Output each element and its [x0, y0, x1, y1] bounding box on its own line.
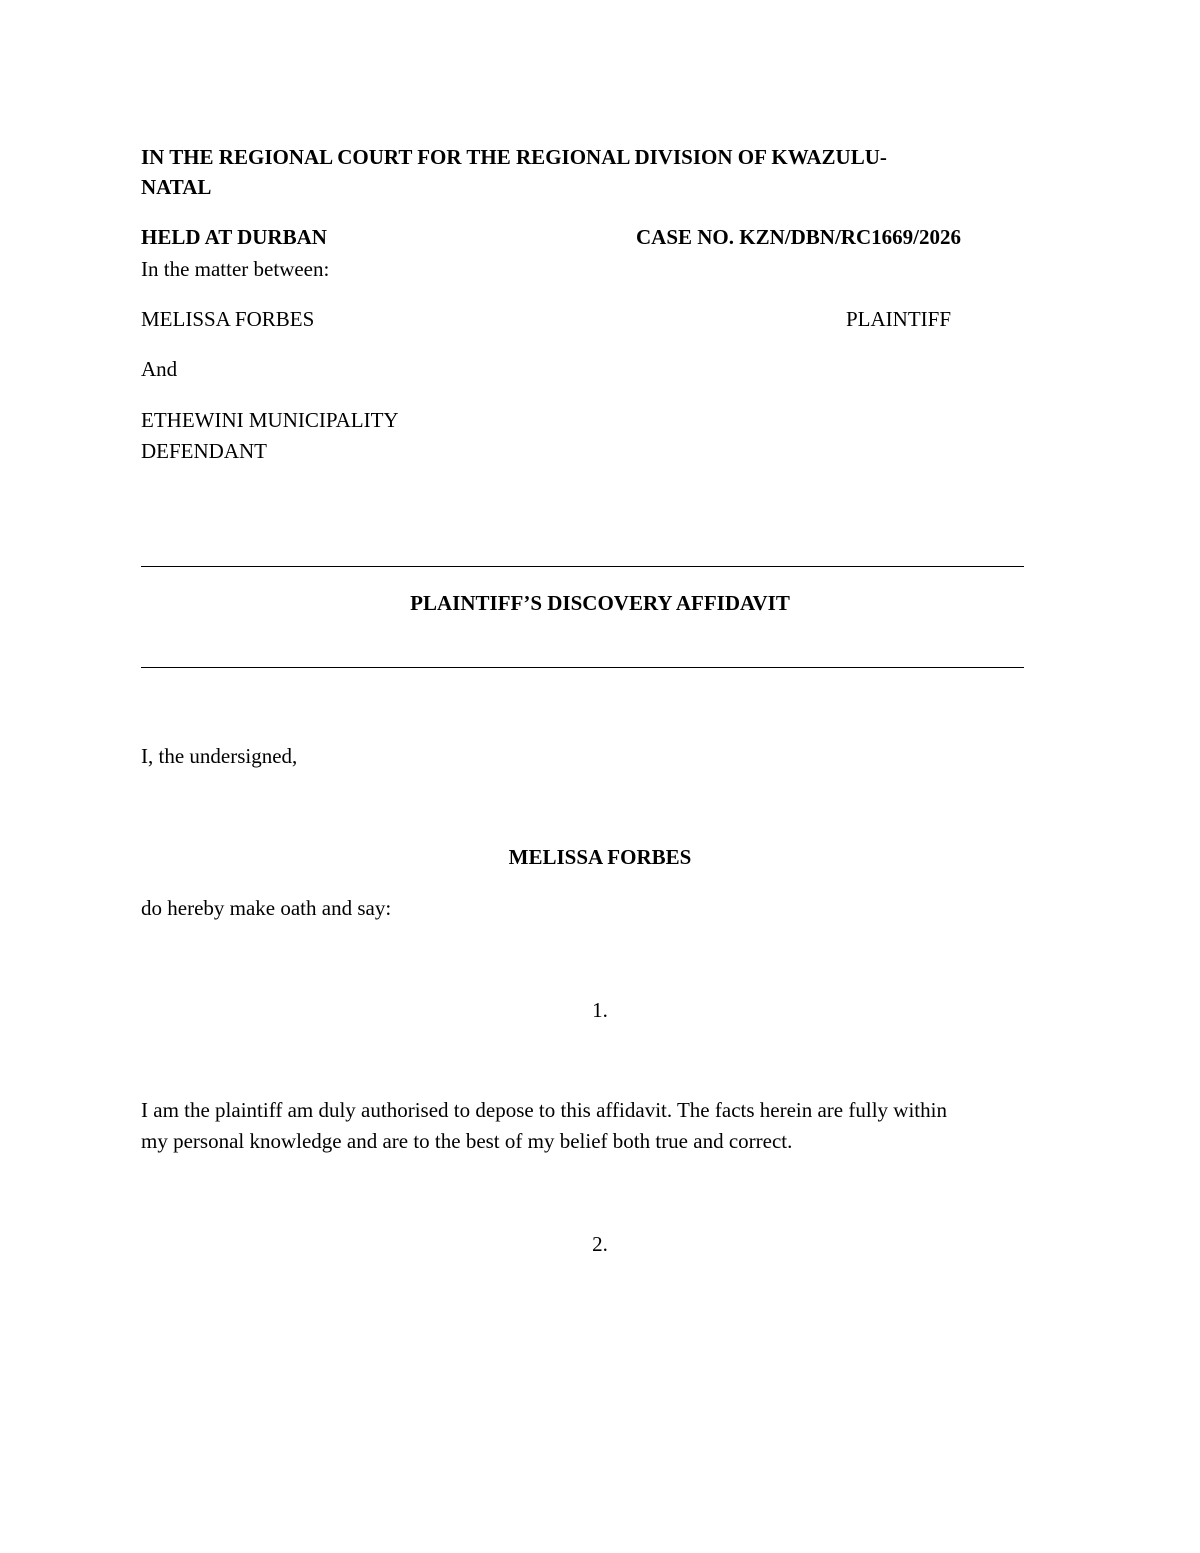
defendant-role: DEFENDANT	[141, 439, 267, 463]
paragraph-number: 2.	[592, 1232, 608, 1256]
paragraph-number: 1.	[592, 998, 608, 1022]
defendant-name: ETHEWINI MUNICIPALITY	[141, 408, 399, 432]
document-title: PLAINTIFF’S DISCOVERY AFFIDAVIT	[410, 591, 790, 615]
case-number: CASE NO. KZN/DBN/RC1669/2026	[636, 225, 961, 249]
matter-between: In the matter between:	[141, 257, 330, 281]
intro-text: I, the undersigned,	[141, 744, 298, 768]
paragraph-text-line: I am the plaintiff am duly authorised to depose to this affidavit. The facts herein are fully within	[141, 1098, 947, 1122]
and-text: And	[141, 357, 178, 381]
plaintiff-role: PLAINTIFF	[846, 307, 952, 331]
deponent-name: MELISSA FORBES	[508, 845, 692, 869]
title-rule-bottom	[141, 667, 1024, 668]
court-heading-line1: IN THE REGIONAL COURT FOR THE REGIONAL DIVISION OF KWAZULU-	[141, 145, 887, 169]
title-rule-top	[141, 566, 1024, 567]
oath-text: do hereby make oath and say:	[141, 896, 392, 920]
held-at: HELD AT DURBAN	[141, 225, 327, 249]
plaintiff-name: MELISSA FORBES	[141, 307, 315, 331]
paragraph-text-line: my personal knowledge and are to the best of my belief both true and correct.	[141, 1129, 793, 1153]
court-heading-line2: NATAL	[141, 175, 212, 199]
